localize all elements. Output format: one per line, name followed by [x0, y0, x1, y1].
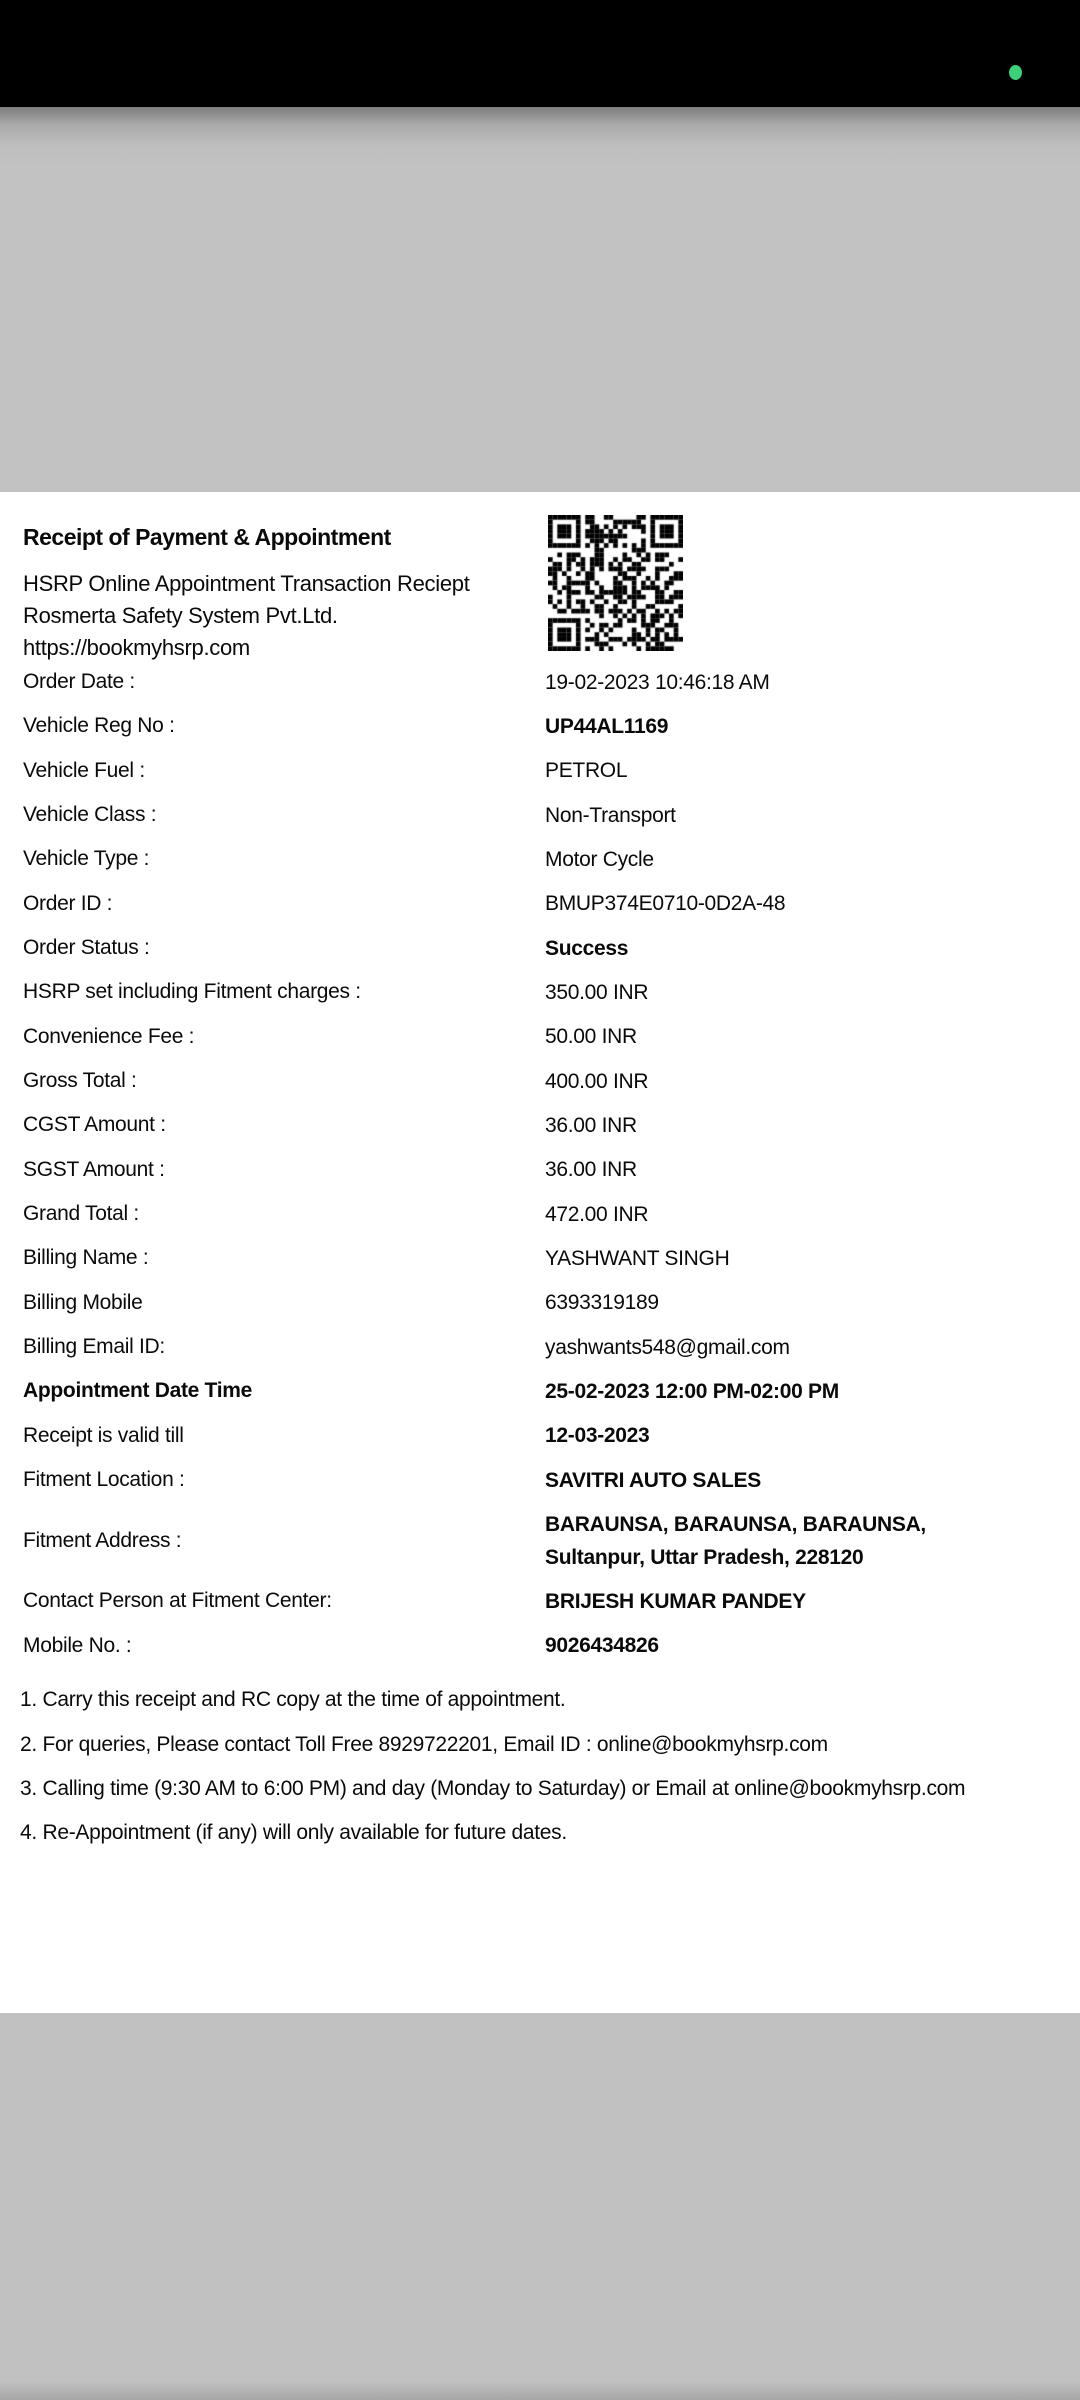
row-value: 12-03-2023 — [545, 1424, 650, 1448]
receipt-row — [0, 970, 1080, 1014]
row-value: SAVITRI AUTO SALES — [545, 1468, 761, 1492]
receipt-row — [0, 882, 1080, 926]
row-label: Convenience Fee : — [23, 1024, 195, 1048]
row-label: Contact Person at Fitment Center: — [23, 1589, 332, 1613]
bottom-gray-panel — [0, 2013, 1080, 2400]
row-value: 9026434826 — [545, 1634, 659, 1658]
row-value-line: Sultanpur, Uttar Pradesh, 228120 — [545, 1545, 864, 1569]
row-value: Success — [545, 936, 629, 960]
note-item: 1. Carry this receipt and RC copy at the time of appointment. — [20, 1688, 566, 1712]
receipt-row — [0, 1236, 1080, 1280]
row-value: YASHWANT SINGH — [545, 1246, 730, 1270]
row-label: Vehicle Type : — [23, 847, 150, 871]
receipt-website-url: https://bookmyhsrp.com — [23, 635, 250, 660]
row-value: BMUP374E0710-0D2A-48 — [545, 892, 786, 916]
row-label: Grand Total : — [23, 1202, 139, 1226]
receipt-row — [0, 1579, 1080, 1623]
note-item: 4. Re-Appointment (if any) will only available for future dates. — [20, 1821, 567, 1845]
receipt-row — [0, 1502, 1080, 1579]
receipt-row — [0, 749, 1080, 793]
row-value: PETROL — [545, 759, 628, 783]
receipt-row — [0, 660, 1080, 704]
note-item: 3. Calling time (9:30 AM to 6:00 PM) and day (Monday to Saturday) or Email at online@bookmyhsrp.com — [20, 1776, 966, 1800]
row-label: Vehicle Fuel : — [23, 758, 145, 782]
row-value — [545, 1508, 926, 1574]
receipt-row — [0, 1103, 1080, 1147]
row-value: Motor Cycle — [545, 847, 654, 871]
receipt-row — [0, 926, 1080, 970]
row-label: Order ID : — [23, 891, 113, 915]
row-label: Receipt is valid till — [23, 1423, 184, 1447]
receipt-title: Receipt of Payment & Appointment — [23, 524, 391, 550]
row-value: 36.00 INR — [545, 1158, 637, 1182]
row-label: Vehicle Reg No : — [23, 714, 175, 738]
row-value: 25-02-2023 12:00 PM-02:00 PM — [545, 1379, 839, 1403]
receipt-row — [0, 837, 1080, 881]
row-label: Mobile No. : — [23, 1633, 132, 1657]
receipt-subtitle-block — [23, 568, 470, 664]
receipt-row — [0, 1624, 1080, 1668]
row-label: Vehicle Class : — [23, 803, 157, 827]
receipt-rows — [0, 660, 1080, 1668]
row-value: 19-02-2023 10:46:18 AM — [545, 670, 770, 694]
row-label: Appointment Date Time — [23, 1379, 252, 1403]
receipt-row — [0, 1325, 1080, 1369]
row-label: Fitment Location : — [23, 1468, 185, 1492]
row-label: CGST Amount : — [23, 1113, 166, 1137]
receipt-row — [0, 1369, 1080, 1413]
receipt-row — [0, 1414, 1080, 1458]
receipt-row — [0, 1015, 1080, 1059]
top-gray-panel — [0, 107, 1080, 492]
receipt-row — [0, 1458, 1080, 1502]
row-label: Billing Mobile — [23, 1290, 143, 1314]
notes-list — [0, 1678, 1080, 1856]
row-value: 472.00 INR — [545, 1202, 649, 1226]
row-label: HSRP set including Fitment charges : — [23, 980, 361, 1004]
note-item: 2. For queries, Please contact Toll Free 8929722201, Email ID : online@bookmyhsrp.com — [20, 1732, 828, 1756]
row-label: Order Status : — [23, 936, 150, 960]
row-value: yashwants548@gmail.com — [545, 1335, 790, 1359]
row-value: 36.00 INR — [545, 1113, 637, 1137]
row-value: Non-Transport — [545, 803, 676, 827]
row-value: UP44AL1169 — [545, 714, 669, 738]
row-label: Fitment Address : — [23, 1528, 182, 1552]
status-bar — [0, 0, 1080, 107]
receipt-row — [0, 793, 1080, 837]
row-label: SGST Amount : — [23, 1157, 165, 1181]
row-label: Gross Total : — [23, 1069, 137, 1093]
row-value-line: BARAUNSA, BARAUNSA, BARAUNSA, — [545, 1512, 926, 1536]
receipt-row — [0, 1192, 1080, 1236]
receipt-row — [0, 1059, 1080, 1103]
row-value: BRIJESH KUMAR PANDEY — [545, 1589, 806, 1613]
receipt-subtitle-line: Rosmerta Safety System Pvt.Ltd. — [23, 603, 338, 628]
row-value: 50.00 INR — [545, 1025, 637, 1049]
row-value: 350.00 INR — [545, 980, 649, 1004]
row-value: 6393319189 — [545, 1291, 659, 1315]
row-label: Order Date : — [23, 670, 135, 694]
receipt-subtitle-line: HSRP Online Appointment Transaction Reciept — [23, 571, 470, 596]
row-label: Billing Email ID: — [23, 1335, 165, 1359]
camera-active-indicator-dot — [1009, 65, 1022, 80]
qr-code — [548, 515, 683, 651]
receipt-row — [0, 704, 1080, 748]
receipt-row — [0, 1281, 1080, 1325]
row-label: Billing Name : — [23, 1246, 149, 1270]
receipt-row — [0, 1148, 1080, 1192]
row-value: 400.00 INR — [545, 1069, 649, 1093]
